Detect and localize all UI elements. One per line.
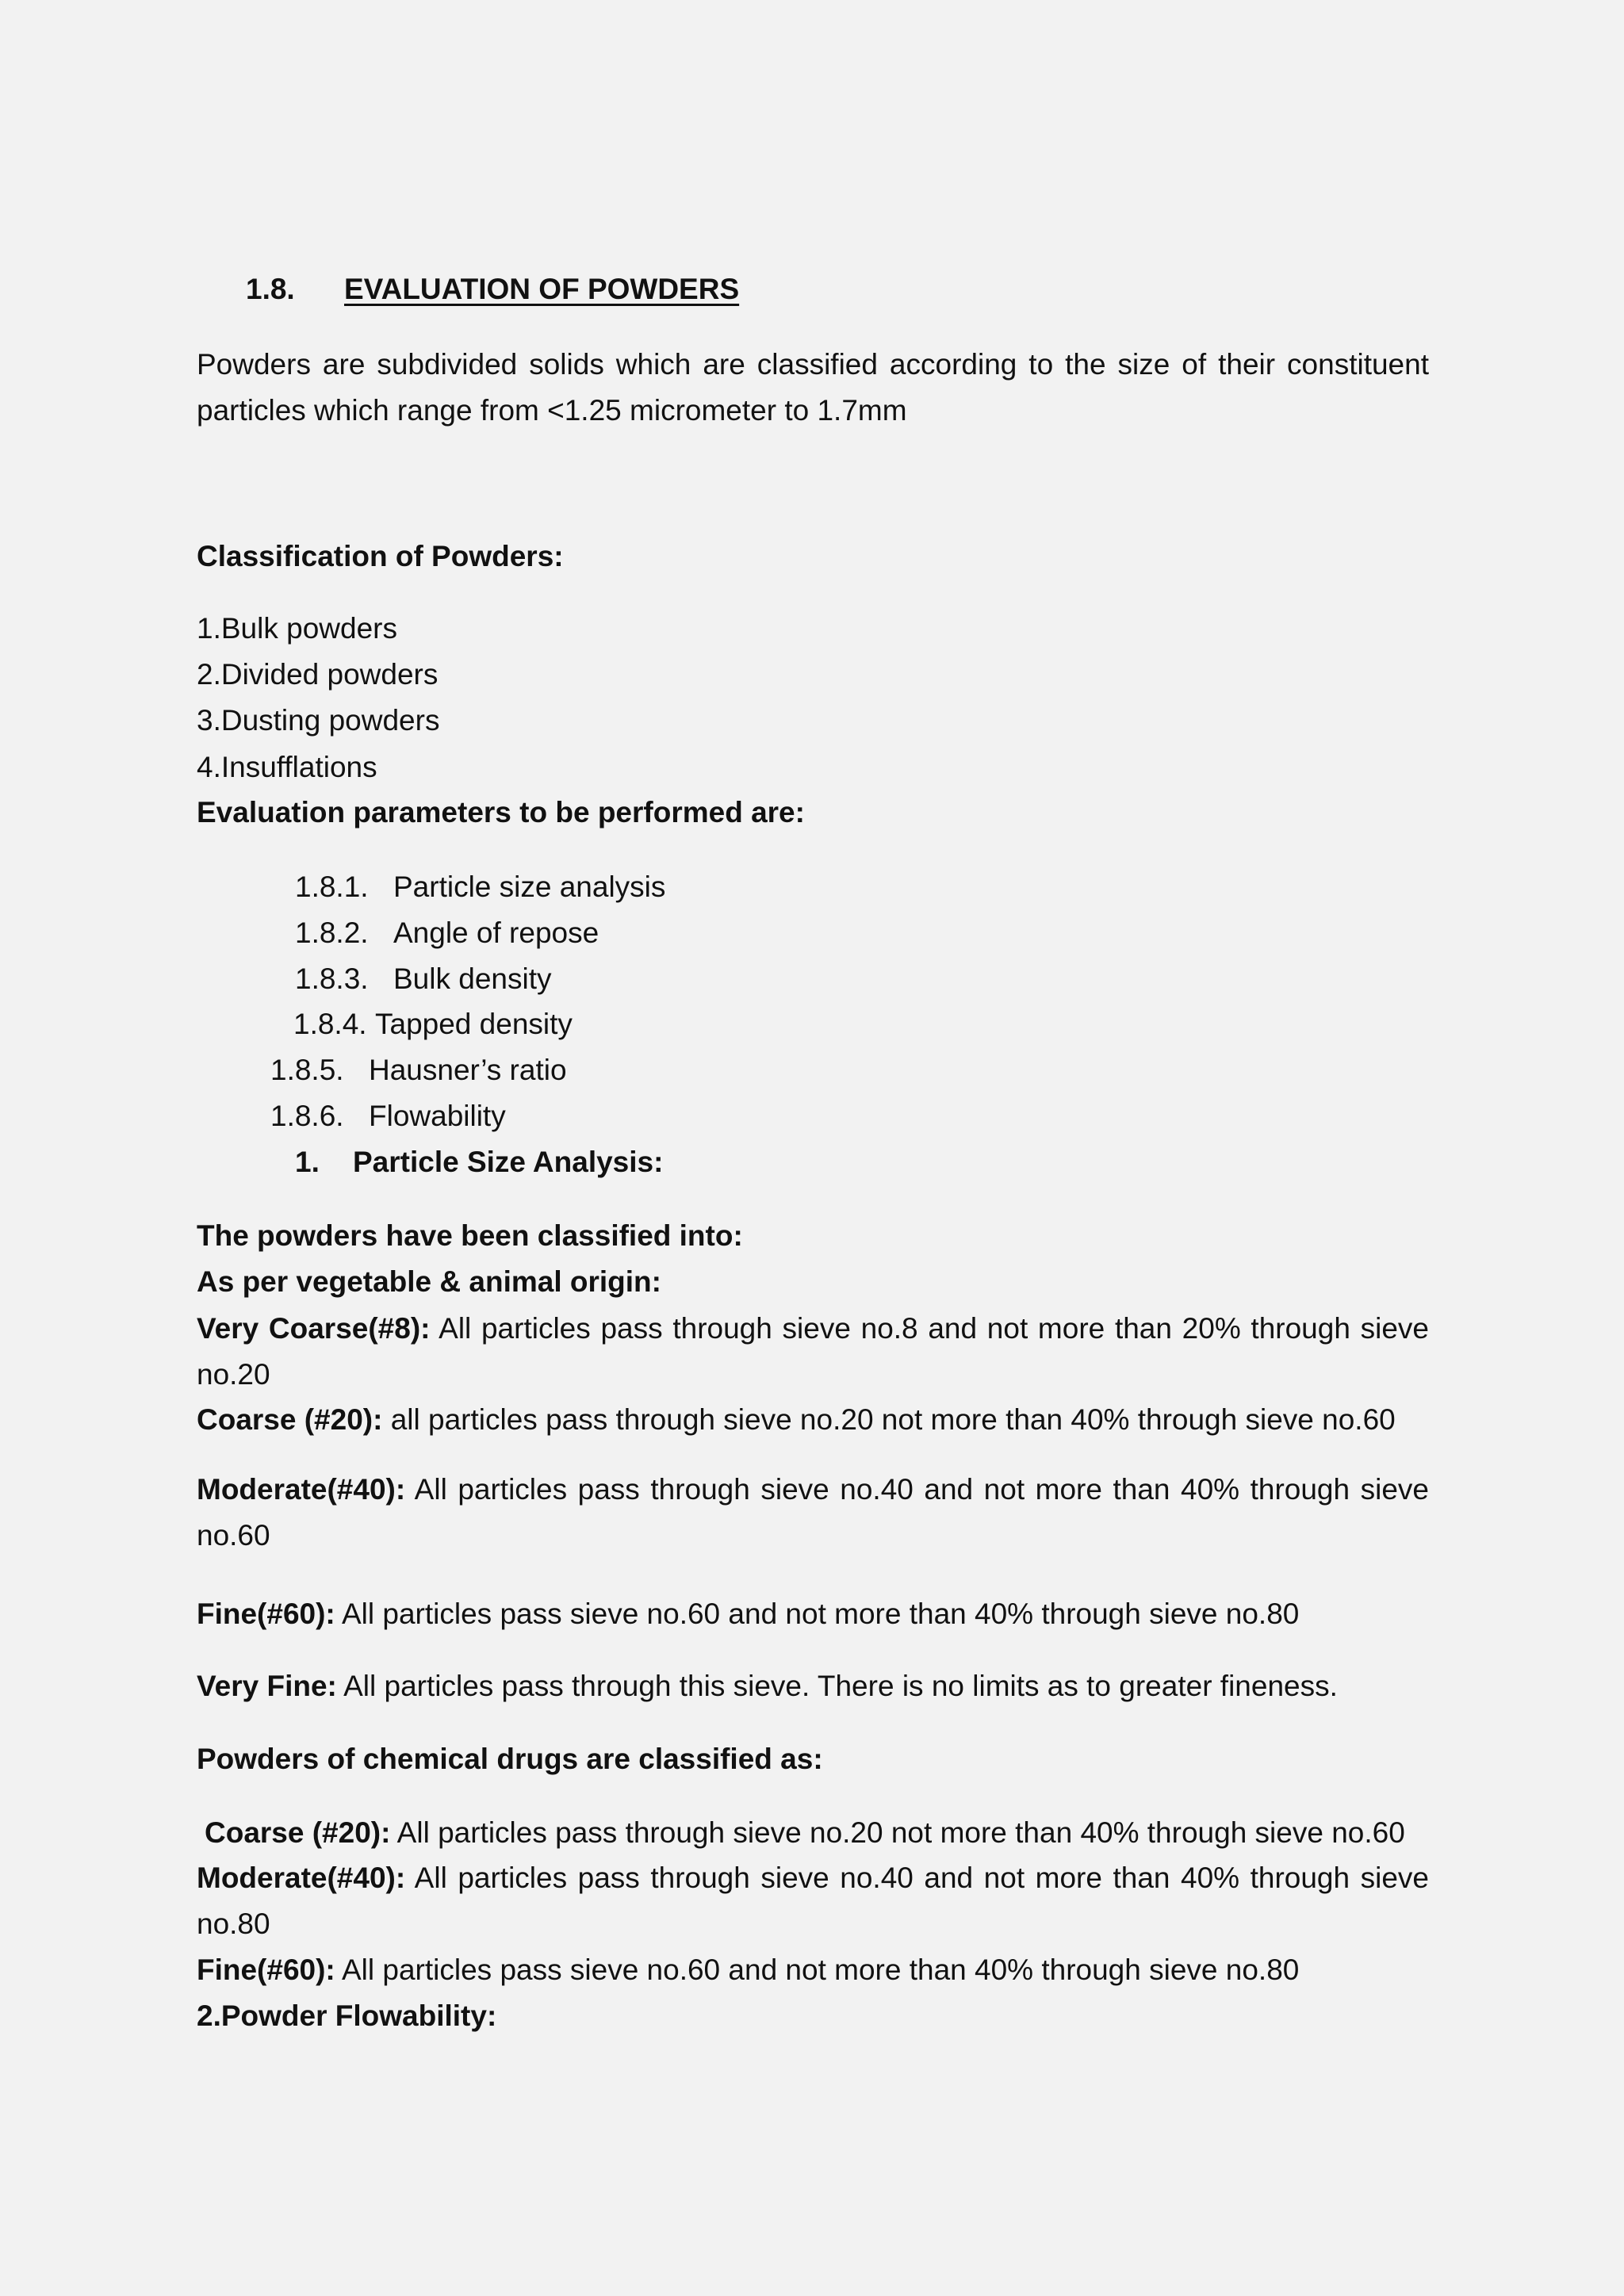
item-term: Very Fine: (197, 1670, 337, 1702)
evaluation-item-label: Hausner’s ratio (369, 1054, 567, 1086)
item-term: Moderate(#40): (197, 1473, 406, 1506)
classified-into-heading: The powders have been classified into: (197, 1219, 743, 1252)
classification-item: 2.Divided powders (197, 658, 439, 691)
item-term: Very Coarse(#8): (197, 1312, 431, 1345)
evaluation-item-label: Flowability (369, 1100, 506, 1132)
vegetable-item-very-fine (197, 1671, 1338, 1701)
classification-title: Classification of Powders: (197, 540, 564, 572)
item-term: Fine(#60): (197, 1598, 335, 1630)
classification-item: 4.Insufflations (197, 751, 377, 783)
item-term: Fine(#60): (197, 1954, 335, 1986)
evaluation-item-label: Bulk density (393, 962, 552, 995)
flowability-heading: 2.Powder Flowability: (197, 1999, 497, 2032)
item-description: All particles pass sieve no.60 and not more than 40% through sieve no.80 (335, 1598, 1300, 1630)
classification-item: 3.Dusting powders (197, 704, 440, 737)
item-description: all particles pass through sieve no.20 not more than 40% through sieve no.60 (382, 1403, 1396, 1436)
evaluation-item-label: Angle of repose (393, 916, 599, 949)
evaluation-title: Evaluation parameters to be performed are: (197, 796, 805, 828)
chemical-item-fine (197, 1955, 1299, 1984)
evaluation-item-number: 1.8.6. (270, 1100, 344, 1132)
item-description: All particles pass through this sieve. There is no limits as to greater fineness. (336, 1670, 1338, 1702)
item-description: All particles pass through sieve no.40 and not more than 40% through sieve no.80 (197, 1862, 1429, 1940)
vegetable-item-fine (197, 1599, 1299, 1628)
evaluation-item-number: 1.8.1. (295, 871, 369, 903)
classification-item: 1.Bulk powders (197, 612, 397, 645)
intro-paragraph: Powders are subdivided solids which are classified according to the size of their constituent particles which range from <1.25 micrometer to 1.7mm (197, 348, 1429, 427)
evaluation-item-number: 1.8.5. (270, 1054, 344, 1086)
item-term: Moderate(#40): (197, 1862, 406, 1894)
chemical-item-coarse (205, 1818, 1405, 1847)
item-description: All particles pass through sieve no.40 and not more than 40% through sieve no.60 (197, 1473, 1429, 1552)
item-description: All particles pass through sieve no.8 and not more than 20% through sieve no.20 (197, 1312, 1430, 1391)
vegetable-origin-heading: As per vegetable & animal origin: (197, 1265, 661, 1298)
evaluation-item-number: 1.8.2. (295, 916, 369, 949)
item-term: Coarse (#20): (205, 1816, 391, 1849)
vegetable-item-coarse (197, 1405, 1396, 1434)
chemical-drugs-heading: Powders of chemical drugs are classified as: (197, 1743, 823, 1775)
item-description: All particles pass sieve no.60 and not more than 40% through sieve no.80 (335, 1954, 1300, 1986)
section-number: 1.8. (246, 273, 295, 305)
evaluation-item-number: 1.8.3. (295, 962, 369, 995)
evaluation-item-label: Particle size analysis (393, 871, 666, 903)
evaluation-item-label: Tapped density (375, 1008, 573, 1040)
item-description: All particles pass through sieve no.20 not more than 40% through sieve no.60 (390, 1816, 1405, 1849)
chemical-item-moderate (197, 1855, 1429, 1947)
vegetable-item-very-coarse (197, 1306, 1429, 1398)
section-title: EVALUATION OF POWDERS (344, 273, 740, 305)
evaluation-item-number: 1.8.4. (293, 1008, 367, 1040)
subsection-number: 1. (295, 1146, 320, 1178)
item-term: Coarse (#20): (197, 1403, 383, 1436)
vegetable-item-moderate (197, 1467, 1429, 1559)
subsection-title: Particle Size Analysis: (353, 1146, 664, 1178)
